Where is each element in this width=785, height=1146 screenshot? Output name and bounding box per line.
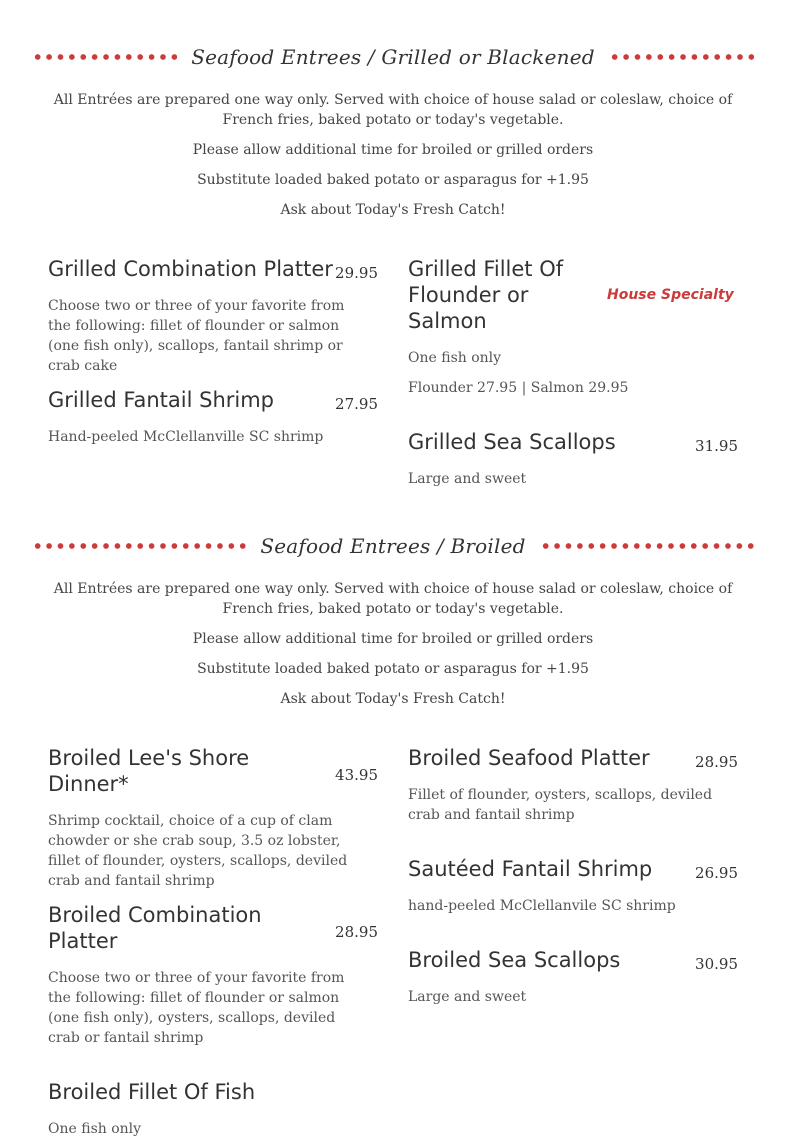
menu-item-title: Grilled Fillet Of Flounder or Salmon: [408, 257, 564, 333]
house-specialty-badge: House Specialty: [607, 287, 734, 303]
menu-item-description: One fish only: [48, 1121, 142, 1137]
section-note: All Entrées are prepared one way only. Served with choice of house salad or coleslaw, choice of French fries, baked potato or today's vegetable.: [53, 581, 733, 617]
section-note: Please allow additional time for broiled or grilled orders: [192, 631, 594, 647]
menu-item-title: Broiled Sea Scallops: [408, 948, 621, 972]
section-title: Seafood Entrees / Grilled or Blackened: [191, 45, 595, 69]
section-note: Ask about Today's Fresh Catch!: [280, 691, 506, 707]
menu-item-title: Broiled Lee's Shore Dinner*: [48, 746, 250, 796]
section-note: Ask about Today's Fresh Catch!: [280, 202, 506, 218]
dotted-divider-left: [32, 543, 246, 549]
menu-item-title: Grilled Fantail Shrimp: [48, 388, 275, 412]
menu-item-price: 26.95: [695, 864, 738, 882]
menu-item-price: 28.95: [335, 923, 378, 941]
dotted-divider-right: [540, 543, 754, 549]
menu-item-price: 30.95: [695, 955, 738, 973]
dotted-divider-left: [32, 54, 177, 60]
menu-item-description: Choose two or three of your favorite from the following: fillet of flounder or salmon (one fish only), oysters, scallops, deviled crab or fantail shrimp: [48, 970, 345, 1046]
menu-item-title: Broiled Fillet Of Fish: [48, 1080, 256, 1104]
menu-item-title: Grilled Sea Scallops: [408, 430, 616, 454]
menu-item-description: Fillet of flounder, oysters, scallops, deviled crab and fantail shrimp: [408, 787, 713, 823]
menu-item-description: One fish only: [408, 350, 502, 366]
menu-item-description: Shrimp cocktail, choice of a cup of clam chowder or she crab soup, 3.5 oz lobster, fillet of flounder, oysters, scallops, deviled crab and fantail shrimp: [48, 813, 348, 889]
section-note: Please allow additional time for broiled or grilled orders: [192, 142, 594, 158]
section-note: Substitute loaded baked potato or asparagus for +1.95: [197, 661, 589, 677]
menu-item-title: Sautéed Fantail Shrimp: [408, 857, 653, 881]
section-header-broiled: [32, 531, 754, 561]
menu-item-price: 28.95: [695, 753, 738, 771]
dotted-divider-right: [609, 54, 754, 60]
menu-item-description: hand-peeled McClellanvile SC shrimp: [408, 898, 676, 914]
section-title: Seafood Entrees / Broiled: [260, 534, 526, 558]
menu-item-price: 27.95: [335, 395, 378, 413]
section-note: Substitute loaded baked potato or asparagus for +1.95: [197, 172, 589, 188]
section-note: All Entrées are prepared one way only. Served with choice of house salad or coleslaw, choice of French fries, baked potato or today's vegetable.: [53, 92, 733, 128]
menu-item-price: 43.95: [335, 766, 378, 784]
menu-item-price: 29.95: [335, 264, 378, 282]
section-header-grilled: [32, 42, 754, 72]
menu-item-title: Broiled Combination Platter: [48, 903, 262, 953]
menu-item-title: Broiled Seafood Platter: [408, 746, 650, 770]
menu-item-price: 31.95: [695, 437, 738, 455]
menu-item-description: Large and sweet: [408, 471, 527, 487]
menu-item-title: Grilled Combination Platter: [48, 257, 333, 281]
menu-item-description: Large and sweet: [408, 989, 527, 1005]
menu-item-description: Hand-peeled McClellanville SC shrimp: [48, 429, 324, 445]
menu-item-description: Flounder 27.95 | Salmon 29.95: [408, 380, 629, 396]
menu-item-description: Choose two or three of your favorite from the following: fillet of flounder or salmon (one fish only), scallops, fantail shrimp or crab cake: [48, 298, 345, 374]
